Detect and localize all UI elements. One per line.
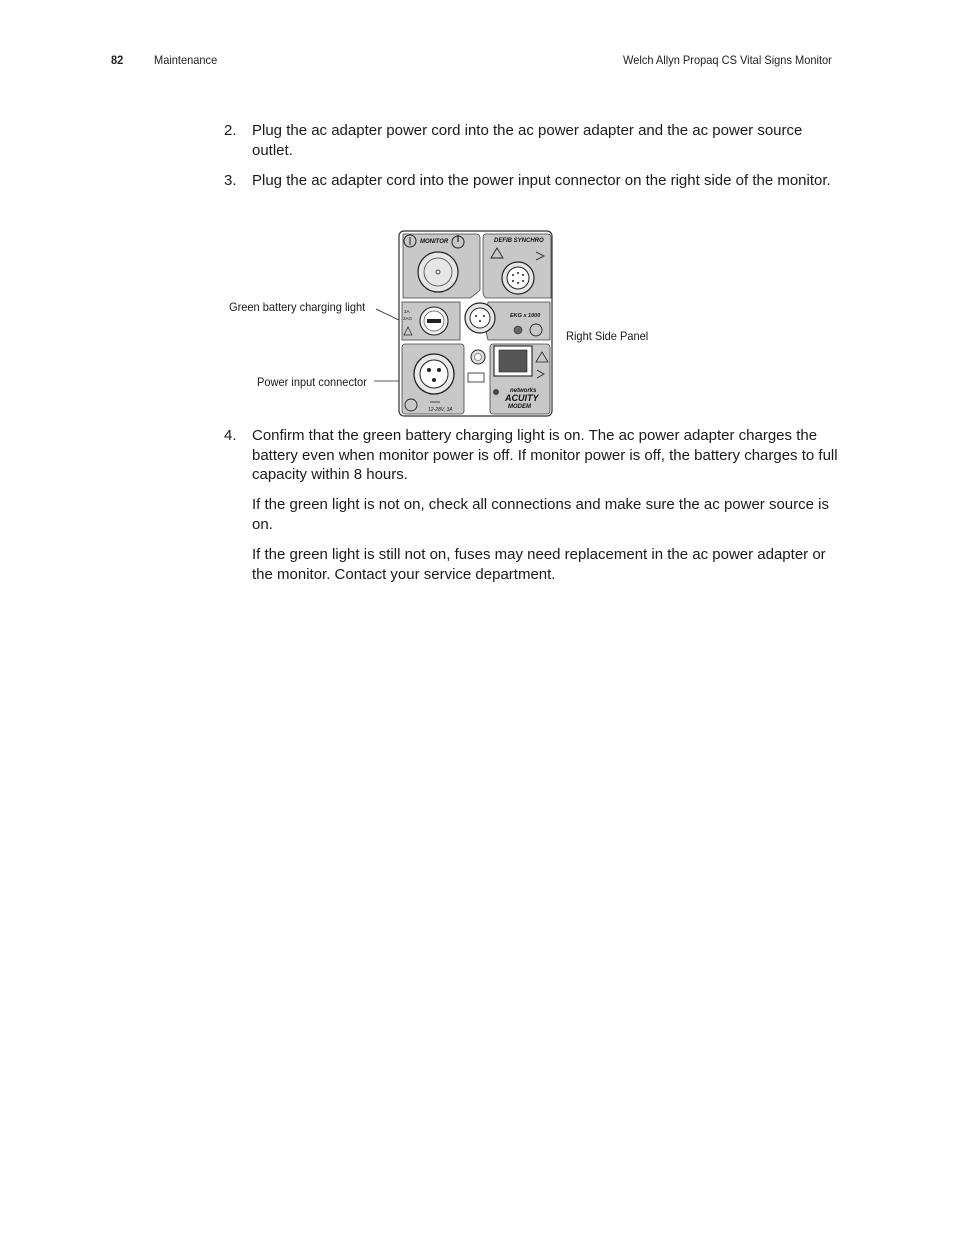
defib-label: DEFIB SYNCHRO [494,238,544,244]
section-name: Maintenance [154,53,218,67]
brand-modem: MODEM [508,404,531,410]
voltage-rating: 12-28V, 3A [428,407,453,413]
step-number: 3. [224,172,237,189]
brand-acuity: ACUITY [505,393,539,403]
step-text: Plug the ac adapter cord into the power input connector on the right side of the monitor. [252,172,831,189]
document-title: Welch Allyn Propaq CS Vital Signs Monitor [623,53,832,67]
brand-networks: networks [510,388,537,394]
callout-battery-light: Green battery charging light [229,300,366,314]
step-number: 4. [224,427,237,444]
ekg-label: EKG x 1000 [510,313,541,319]
fuse-rating-1: 3A [404,309,410,314]
paragraph-check-connections: If the green light is not on, check all connections and make sure the ac power source is on. [252,496,829,533]
callout-power-input: Power input connector [257,375,367,389]
callout-right-side-panel: Right Side Panel [566,329,649,343]
right-side-panel-figure [398,230,553,417]
fuse-rating-2: 3AG [403,316,413,321]
paragraph-fuses: If the green light is still not on, fuses may need replacement in the ac power adapter or the monitor. Contact your service department. [252,546,826,583]
monitor-label: MONITOR [420,239,449,245]
step-text: Confirm that the green battery charging light is on. The ac power adapter charges the battery even when monitor power is off. If monitor power is off, the battery charges to full capacity within 8 hours. [252,427,838,483]
step-number: 2. [224,122,237,139]
page-number: 82 [111,53,124,67]
step-text: Plug the ac adapter power cord into the ac power adapter and the ac power source outlet. [252,122,803,159]
